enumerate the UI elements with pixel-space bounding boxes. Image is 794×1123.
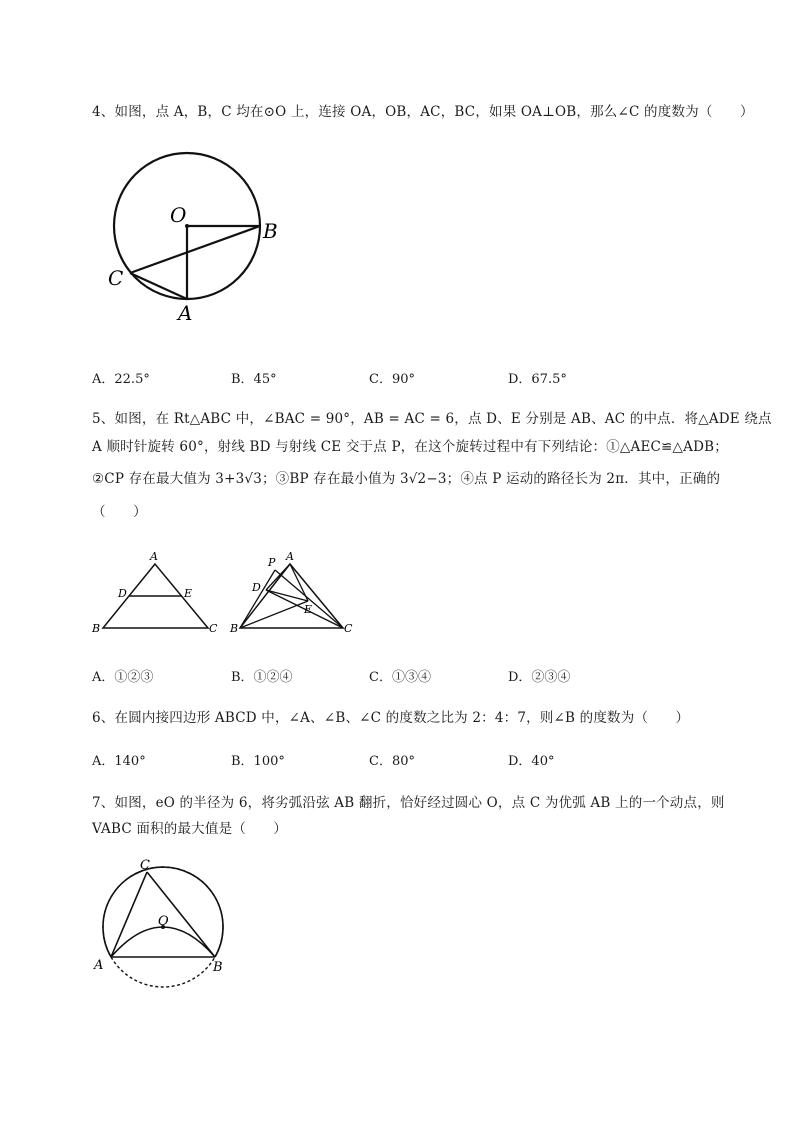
q7-line-1: 7、如图，eO 的半径为 6，将劣弧沿弦 AB 翻折，恰好经过圆心 O，点 C 为优弧 AB 上的一个动点，则 <box>92 795 725 811</box>
q5-line-2: A 顺时针旋转 60°，射线 BD 与射线 CE 交于点 P，在这个旋转过程中有下列结论：①△AEC≌△ADB； <box>92 439 728 455</box>
q7-label-C: C <box>140 858 150 873</box>
label-C: C <box>108 266 124 290</box>
fig1-label-C: C <box>209 622 218 635</box>
fig2-label-C: C <box>344 622 353 635</box>
fig2-label-A: A <box>286 550 294 563</box>
q4-option-a: A．22.5° <box>92 372 150 387</box>
q7-circle-figure <box>88 855 238 1005</box>
q4-stem: 4、如图，点 A，B，C 均在⊙O 上，连接 OA，OB，AC，BC，如果 OA⊥OB，那么∠C 的度数为（ ） <box>92 104 754 120</box>
q5-option-c: C．①③④ <box>369 670 431 685</box>
q7-line-2: VABC 面积的最大值是（ ） <box>92 821 288 837</box>
q4-option-c: C．90° <box>369 372 415 387</box>
q4-circle-figure <box>100 150 300 325</box>
q5-option-a: A．①②③ <box>92 670 154 685</box>
q6-option-a: A．140° <box>92 754 146 769</box>
q4-option-d: D．67.5° <box>508 372 567 387</box>
q4-option-b: B．45° <box>231 372 277 387</box>
q5-option-d: D．②③④ <box>508 670 571 685</box>
q5-line-1: 5、如图，在 Rt△ABC 中，∠BAC = 90°，AB = AC = 6，点 D、E 分别是 AB、AC 的中点．将△ADE 绕点 <box>92 411 772 427</box>
q6-option-c: C．80° <box>369 754 415 769</box>
fig1-label-B: B <box>92 622 101 635</box>
label-A: A <box>178 301 193 325</box>
q5-option-b: B．①②④ <box>231 670 293 685</box>
q7-label-O: O <box>158 914 169 929</box>
q5-line-4: （ ） <box>92 504 147 520</box>
label-B: B <box>263 219 278 243</box>
q6-stem: 6、在圆内接四边形 ABCD 中，∠A、∠B、∠C 的度数之比为 2：4：7，则∠B 的度数为（ ） <box>92 710 690 726</box>
q6-option-b: B．100° <box>231 754 285 769</box>
q5-figure-1 <box>88 548 223 638</box>
fig2-label-B: B <box>230 622 239 635</box>
q5-figure-2 <box>228 548 358 638</box>
q7-label-B: B <box>213 960 223 975</box>
label-O: O <box>170 203 187 227</box>
q6-option-d: D．40° <box>508 754 555 769</box>
fig2-label-P: P <box>268 556 276 569</box>
fig1-label-D: D <box>118 587 127 600</box>
q5-line-3: ②CP 存在最大值为 3+3√3；③BP 存在最小值为 3√2−3；④点 P 运动的路径长为 2π．其中，正确的 <box>92 471 721 487</box>
q7-label-A: A <box>94 958 104 973</box>
fig1-label-E: E <box>184 587 193 600</box>
fig2-label-E: E <box>304 603 313 616</box>
fig1-label-A: A <box>150 550 158 563</box>
fig2-label-D: D <box>252 581 261 594</box>
